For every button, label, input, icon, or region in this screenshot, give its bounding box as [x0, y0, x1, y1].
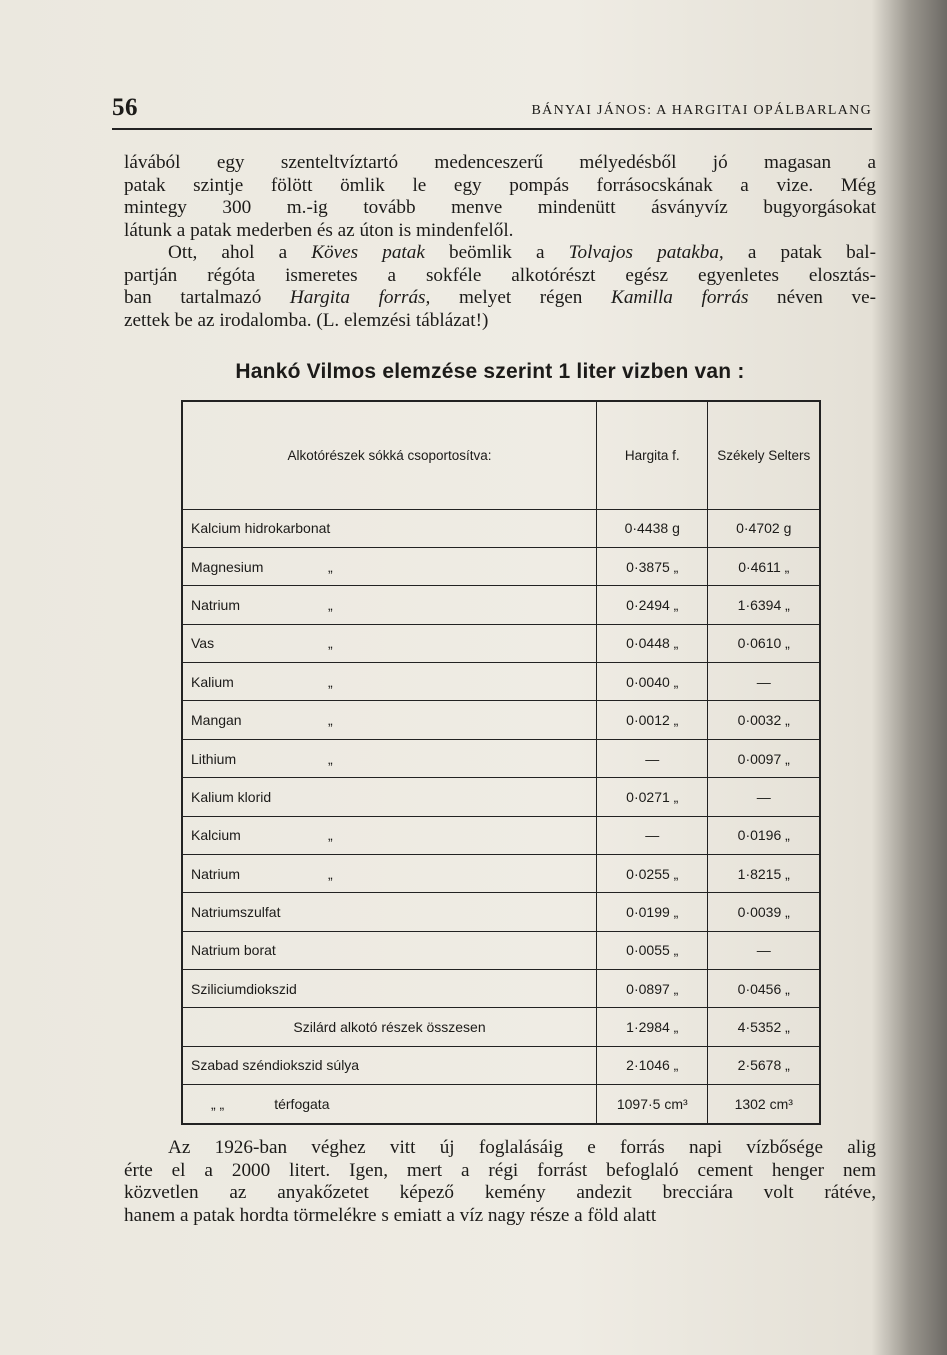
- paragraph-capture: [124, 1137, 876, 1227]
- component-cell: [182, 663, 597, 701]
- value-szekely: 0·0196 „: [708, 816, 820, 854]
- table-body: [182, 509, 820, 1008]
- sum-row: [182, 1008, 820, 1046]
- component-name: Natrium borat: [191, 942, 276, 959]
- text-line: érte el a 2000 litert. Igen, mert a régi forrást befoglaló cement henger nem: [124, 1159, 876, 1181]
- component-cell: [182, 509, 597, 547]
- table-row: [182, 893, 820, 931]
- value-szekely: —: [708, 663, 820, 701]
- value-hargita: 0·0199 „: [597, 893, 708, 931]
- value-hargita: 0·0012 „: [597, 701, 708, 739]
- place-name: Tolvajos patakba,: [568, 242, 724, 263]
- table-header-row: [182, 401, 820, 509]
- component-cell: [182, 969, 597, 1007]
- co2-weight-szekely: 2·5678 „: [708, 1046, 820, 1084]
- component-cell: [182, 778, 597, 816]
- value-hargita: 0·3875 „: [597, 548, 708, 586]
- value-hargita: 0·0897 „: [597, 969, 708, 1007]
- value-hargita: 0·0448 „: [597, 624, 708, 662]
- value-szekely: 0·0610 „: [708, 624, 820, 662]
- text-run: néven ve-: [748, 287, 876, 308]
- ditto-mark: „: [328, 597, 333, 614]
- component-name: Magnesium: [191, 558, 264, 575]
- table-title: Hankó Vilmos elemzése szerint 1 liter vizben van :: [235, 360, 745, 383]
- place-name: Köves patak: [311, 242, 425, 263]
- text-line: közvetlen az anyakőzetet képező kemény andezit brecciára volt rátéve,: [124, 1182, 876, 1203]
- column-header-components: Alkotórészek sókká csoportosítva:: [182, 401, 597, 509]
- component-cell: [182, 931, 597, 969]
- column-header-szekely: Székely Selters: [708, 401, 820, 509]
- component-name: Kalcium hidrokarbonat: [191, 520, 331, 537]
- table-row: [182, 816, 820, 854]
- paragraph-hargita-spring: [124, 242, 876, 332]
- table-row: [182, 701, 820, 739]
- component-name: Natrium: [191, 865, 241, 882]
- sum-label: Szilárd alkotó részek összesen: [182, 1008, 597, 1046]
- text-run: a patak bal-: [723, 242, 876, 263]
- component-name: Lithium: [191, 750, 237, 767]
- text-line: patak szintje fölött ömlik le egy pompás forrásocskának a vize. Még: [124, 174, 876, 196]
- component-name: Mangan: [191, 712, 242, 729]
- component-cell: [182, 739, 597, 777]
- ditto-mark: „: [328, 635, 333, 652]
- co2-weight-row: [182, 1046, 820, 1084]
- component-name: Vas: [191, 635, 215, 652]
- value-hargita: 0·0271 „: [597, 778, 708, 816]
- component-cell: [182, 548, 597, 586]
- component-cell: [182, 893, 597, 931]
- table-row: [182, 739, 820, 777]
- value-szekely: 1·6394 „: [708, 586, 820, 624]
- sum-szekely: 4·5352 „: [708, 1008, 820, 1046]
- page-number: 56: [112, 94, 138, 121]
- co2-volume-row: [182, 1084, 820, 1124]
- text-run: Ott, ahol a: [168, 242, 312, 263]
- table-row: [182, 624, 820, 662]
- co2-weight-hargita: 2·1046 „: [597, 1046, 708, 1084]
- ditto-mark: „ „: [211, 1095, 225, 1112]
- analysis-table: [181, 400, 821, 1125]
- table-row: [182, 548, 820, 586]
- spring-name: Hargita forrás,: [289, 287, 431, 308]
- sum-hargita: 1·2984 „: [597, 1008, 708, 1046]
- table-row: [182, 931, 820, 969]
- table-row: [182, 509, 820, 547]
- component-name: Kalcium: [191, 827, 241, 844]
- component-name: Natrium: [191, 597, 241, 614]
- value-hargita: 0·2494 „: [597, 586, 708, 624]
- ditto-mark: „: [328, 712, 333, 729]
- value-szekely: 0·0039 „: [708, 893, 820, 931]
- value-hargita: —: [597, 739, 708, 777]
- value-szekely: 0·4702 g: [708, 509, 820, 547]
- ditto-mark: „: [328, 673, 333, 690]
- component-cell: [182, 701, 597, 739]
- text-line: zettek be az irodalomba. (L. elemzési táblázat!): [124, 309, 489, 331]
- text-line: hanem a patak hordta törmelékre s emiatt a víz nagy része a föld alatt: [124, 1204, 657, 1226]
- text-line: látunk a patak mederben és az úton is mindenfelől.: [124, 219, 514, 241]
- table-row: [182, 663, 820, 701]
- value-hargita: 0·0055 „: [597, 931, 708, 969]
- text-line: mintegy 300 m.-ig tovább menve mindenütt ásványvíz bugyorgásokat: [124, 197, 876, 218]
- component-name: Kalium klorid: [191, 788, 272, 805]
- running-title: BÁNYAI JÁNOS: A HARGITAI OPÁLBARLANG: [531, 103, 872, 118]
- co2-weight-label: Szabad széndiokszid súlya: [182, 1046, 597, 1084]
- page-header: [112, 94, 872, 130]
- value-hargita: —: [597, 816, 708, 854]
- component-cell: [182, 816, 597, 854]
- value-szekely: 0·0097 „: [708, 739, 820, 777]
- ditto-mark: „: [328, 750, 333, 767]
- value-szekely: —: [708, 931, 820, 969]
- value-szekely: —: [708, 778, 820, 816]
- spring-name: Kamilla forrás: [611, 287, 749, 308]
- component-cell: [182, 854, 597, 892]
- component-cell: [182, 586, 597, 624]
- text-run: melyet régen: [430, 287, 612, 308]
- text-line: [124, 287, 876, 310]
- table-row: [182, 969, 820, 1007]
- text-line: lávából egy szenteltvíztartó medenceszerű mélyedésből jó magasan a: [124, 152, 876, 173]
- column-header-hargita: Hargita f.: [597, 401, 708, 509]
- component-name: Kalium: [191, 673, 234, 690]
- text-line: [124, 242, 876, 265]
- value-hargita: 0·4438 g: [597, 509, 708, 547]
- value-hargita: 0·0040 „: [597, 663, 708, 701]
- table-row: [182, 586, 820, 624]
- value-szekely: 0·4611 „: [708, 548, 820, 586]
- table-row: [182, 778, 820, 816]
- co2-volume-cell: [182, 1084, 597, 1124]
- text-line: partján régóta ismeretes a sokféle alkotórészt egész egyenletes elosztás-: [124, 264, 876, 286]
- ditto-mark: „: [328, 558, 333, 575]
- component-cell: [182, 624, 597, 662]
- co2-volume-szekely: 1302 cm³: [708, 1084, 820, 1124]
- value-szekely: 0·0456 „: [708, 969, 820, 1007]
- value-szekely: 1·8215 „: [708, 854, 820, 892]
- text-line: Az 1926-ban véghez vitt új foglalásáig e forrás napi vízbősége alig: [168, 1137, 876, 1158]
- value-szekely: 0·0032 „: [708, 701, 820, 739]
- ditto-mark: „: [328, 865, 333, 882]
- component-name: Natriumszulfat: [191, 903, 281, 920]
- component-name: Sziliciumdiokszid: [191, 980, 297, 997]
- text-run: beömlik a: [424, 242, 569, 263]
- co2-volume-label: térfogata: [274, 1095, 330, 1112]
- ditto-mark: „: [328, 827, 333, 844]
- co2-volume-hargita: 1097·5 cm³: [597, 1084, 708, 1124]
- table-row: [182, 854, 820, 892]
- paragraph-intro: [124, 152, 876, 242]
- value-hargita: 0·0255 „: [597, 854, 708, 892]
- text-run: ban tartalmazó: [124, 287, 290, 308]
